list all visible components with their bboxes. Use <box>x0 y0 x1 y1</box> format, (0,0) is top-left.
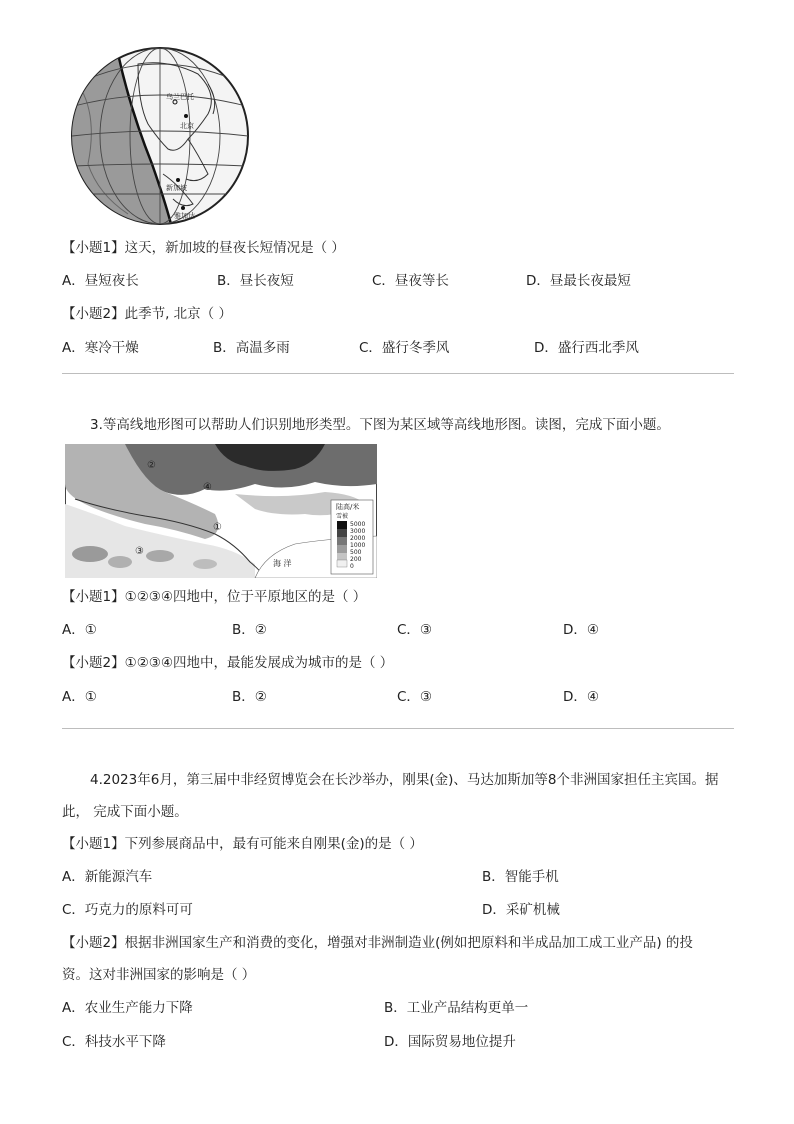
s2-q2-option-b[interactable]: B．高温多雨 <box>213 340 290 356</box>
s3-q1-option-d[interactable]: D．④ <box>563 622 599 638</box>
map-mark-2: ② <box>147 460 156 471</box>
label-jakarta: 雅加达 <box>174 212 195 220</box>
s4-q2-text-line1: 【小题2】根据非洲国家生产和消费的变化，增强对非洲制造业(例如把原料和半成品加工成工业产品) 的投 <box>62 935 693 951</box>
s4-q2-option-c[interactable]: C．科技水平下降 <box>62 1034 166 1050</box>
legend-0: 0 <box>350 563 354 570</box>
s2-q2-option-d[interactable]: D．盛行西北季风 <box>534 340 639 356</box>
s2-q2-option-a[interactable]: A．寒冷干燥 <box>62 340 139 356</box>
s4-q2-text-line2: 资。这对非洲国家的影响是（ ） <box>62 967 256 983</box>
s2-q2-option-c[interactable]: C．盛行冬季风 <box>359 340 450 356</box>
s4-q1-option-c[interactable]: C．巧克力的原料可可 <box>62 902 193 918</box>
s3-q2-text: 【小题2】①②③④四地中，最能发展成为城市的是（ ） <box>62 655 394 671</box>
map-legend <box>331 500 373 574</box>
map-mark-1: ① <box>213 522 222 533</box>
label-beijing: 北京 <box>180 122 194 130</box>
s3-q2-option-d[interactable]: D．④ <box>563 689 599 705</box>
s3-q1-option-c[interactable]: C．③ <box>397 622 433 638</box>
s4-q1-option-b[interactable]: B．智能手机 <box>482 869 559 885</box>
legend-1000: 1000 <box>350 542 366 549</box>
legend-2000: 2000 <box>350 535 366 542</box>
globe-figure <box>68 44 252 228</box>
label-singapore: 新加坡 <box>166 184 187 192</box>
legend-500: 500 <box>350 549 362 556</box>
s2-q1-option-c[interactable]: C．昼夜等长 <box>372 273 449 289</box>
s2-q1-text: 【小题1】这天，新加坡的昼夜长短情况是（ ） <box>62 240 345 256</box>
s3-q2-option-a[interactable]: A．① <box>62 689 97 705</box>
s3-q1-text: 【小题1】①②③④四地中，位于平原地区的是（ ） <box>62 589 367 605</box>
legend-5000: 5000 <box>350 521 366 528</box>
ocean-label: 海 洋 <box>273 559 292 568</box>
s4-intro-line1: 4.2023年6月，第三届中非经贸博览会在长沙举办，刚果(金)、马达加斯加等8个非洲国家担任主宾国。据 <box>90 772 719 788</box>
legend-sub: 雪被 <box>336 513 349 520</box>
s4-intro-line2: 此， 完成下面小题。 <box>62 804 188 820</box>
s4-q1-text: 【小题1】下列参展商品中，最有可能来自刚果(金)的是（ ） <box>62 836 423 852</box>
s3-intro: 3.等高线地形图可以帮助人们识别地形类型。下图为某区域等高线地形图。读图，完成下面小题。 <box>90 417 670 433</box>
legend-3000: 3000 <box>350 528 366 535</box>
s2-q1-option-a[interactable]: A．昼短夜长 <box>62 273 139 289</box>
label-ulaanbaatar: 乌兰巴托 <box>166 93 194 101</box>
legend-title: 陆高/米 <box>336 503 360 511</box>
contour-map <box>65 444 377 578</box>
s4-q2-option-d[interactable]: D．国际贸易地位提升 <box>384 1034 516 1050</box>
s4-q2-option-b[interactable]: B．工业产品结构更单一 <box>384 1000 529 1016</box>
s2-q1-option-b[interactable]: B．昼长夜短 <box>217 273 294 289</box>
s4-q1-option-d[interactable]: D．采矿机械 <box>482 902 560 918</box>
legend-200: 200 <box>350 556 362 563</box>
s3-q2-option-c[interactable]: C．③ <box>397 689 433 705</box>
s2-q2-text: 【小题2】此季节, 北京（ ） <box>62 306 232 322</box>
divider <box>62 373 734 374</box>
s3-q1-option-a[interactable]: A．① <box>62 622 97 638</box>
s4-q2-option-a[interactable]: A．农业生产能力下降 <box>62 1000 193 1016</box>
s3-q2-option-b[interactable]: B．② <box>232 689 267 705</box>
s3-q1-option-b[interactable]: B．② <box>232 622 267 638</box>
map-mark-3: ③ <box>135 546 144 557</box>
map-mark-4: ④ <box>203 482 212 493</box>
s2-q1-option-d[interactable]: D．昼最长夜最短 <box>526 273 631 289</box>
s4-q1-option-a[interactable]: A．新能源汽车 <box>62 869 153 885</box>
divider-2 <box>62 728 734 729</box>
